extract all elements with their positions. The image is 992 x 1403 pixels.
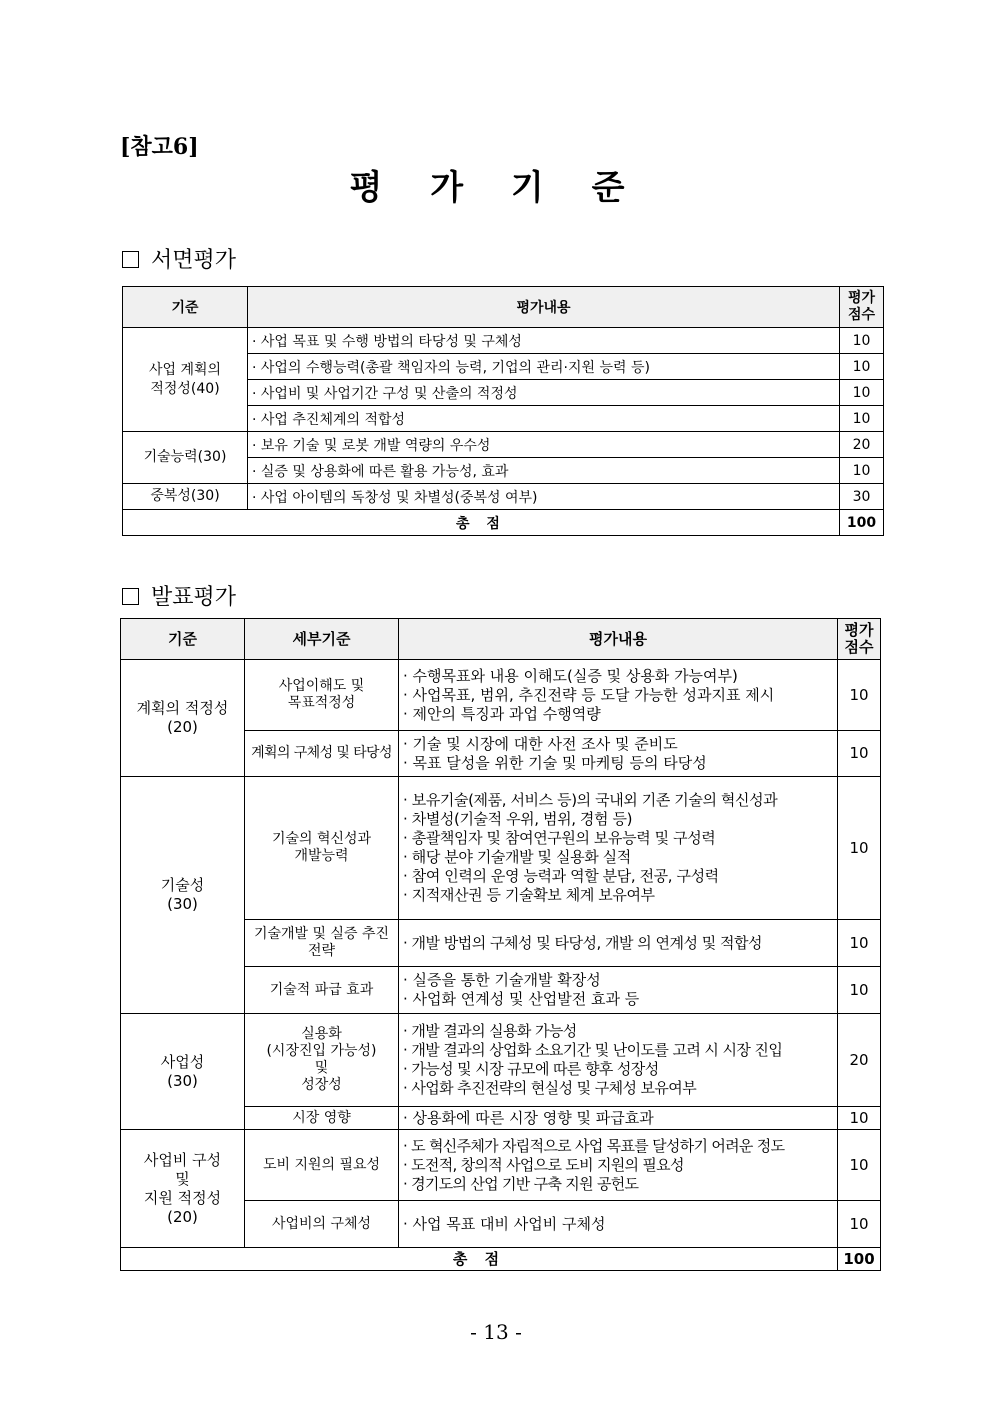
content-line: · 차별성(기술적 우위, 범위, 경험 등) xyxy=(403,810,633,828)
content-line: · 개발 방법의 구체성 및 타당성, 개발 의 연계성 및 적합성 xyxy=(403,933,762,952)
total-score: 100 xyxy=(840,510,884,536)
checkbox-square-icon xyxy=(122,588,139,605)
content-line: · 개발 결과의 실용화 가능성 xyxy=(403,1022,577,1040)
score-cell: 20 xyxy=(840,432,884,458)
score-cell: 10 xyxy=(838,660,881,731)
content-line: · 참여 인력의 운영 능력과 역할 분담, 전공, 구성력 xyxy=(403,867,719,885)
section-written xyxy=(122,243,236,274)
content-line: · 목표 달성을 위한 기술 및 마케팅 등의 타당성 xyxy=(403,753,707,772)
content-line: · 기술 및 시장에 대한 사전 조사 및 준비도 xyxy=(403,734,678,753)
content-line: · 도전적, 창의적 사업으로 도비 지원의 필요성 xyxy=(403,1155,684,1174)
content-line: · 도 혁신주체가 자립적으로 사업 목표를 달성하기 어려운 정도 xyxy=(403,1136,785,1155)
content-line: · 개발 결과의 상업화 소요기간 및 난이도를 고려 시 시장 진입 xyxy=(403,1041,783,1059)
content-cell: · 사업의 수행능력(총괄 책임자의 능력, 기업의 관리·지원 능력 등) xyxy=(248,354,840,380)
criteria-cell: 중복성(30) xyxy=(123,484,248,510)
header-criteria: 기준 xyxy=(123,287,248,328)
sub-criteria-cell: 기술의 혁신성과 개발능력 xyxy=(245,777,399,920)
content-cell: · 보유 기술 및 로봇 개발 역량의 우수성 xyxy=(248,432,840,458)
content-cell xyxy=(399,967,838,1014)
score-cell: 10 xyxy=(838,1201,881,1248)
content-line: · 가능성 및 시장 규모에 따른 향후 성장성 xyxy=(403,1060,659,1078)
written-eval-table xyxy=(122,286,884,536)
content-cell: · 사업 추진체계의 적합성 xyxy=(248,406,840,432)
presentation-eval-table xyxy=(120,618,881,1271)
header-criteria: 기준 xyxy=(121,619,245,660)
total-label: 총 점 xyxy=(121,1248,838,1271)
content-line: · 실증을 통한 기술개발 확장성 xyxy=(403,971,601,989)
reference-label: [참고6] xyxy=(120,134,199,160)
sub-criteria-cell: 사업이해도 및 목표적정성 xyxy=(245,660,399,731)
criteria-cell: 사업성 (30) xyxy=(121,1014,245,1130)
page-number: - 13 - xyxy=(470,1320,522,1344)
content-cell xyxy=(399,1014,838,1107)
sub-criteria-cell: 기술개발 및 실증 추진 전략 xyxy=(245,920,399,967)
score-cell: 10 xyxy=(838,1107,881,1130)
sub-criteria-cell: 계획의 구체성 및 타당성 xyxy=(245,731,399,777)
score-cell: 10 xyxy=(840,458,884,484)
content-line: · 사업화 연계성 및 산업발전 효과 등 xyxy=(403,990,640,1008)
header-score: 평가 점수 xyxy=(840,287,884,328)
content-cell: · 사업비 및 사업기간 구성 및 산출의 적정성 xyxy=(248,380,840,406)
score-cell: 10 xyxy=(840,354,884,380)
content-line: · 경기도의 산업 기반 구축 지원 공헌도 xyxy=(403,1174,639,1193)
content-line: · 수행목표와 내용 이해도(실증 및 상용화 가능여부) xyxy=(403,666,738,685)
criteria-cell: 사업비 구성 및 지원 적정성 (20) xyxy=(121,1130,245,1248)
content-line: · 사업목표, 범위, 추진전략 등 도달 가능한 성과지표 제시 xyxy=(403,685,775,704)
content-line: · 제안의 특징과 과업 수행역량 xyxy=(403,704,601,723)
criteria-cell: 기술성 (30) xyxy=(121,777,245,1014)
sub-criteria-cell: 실용화 (시장진입 가능성) 및 성장성 xyxy=(245,1014,399,1107)
content-cell xyxy=(399,1107,838,1130)
score-cell: 30 xyxy=(840,484,884,510)
total-score: 100 xyxy=(838,1248,881,1271)
score-cell: 10 xyxy=(840,380,884,406)
content-line: · 해당 분야 기술개발 및 실용화 실적 xyxy=(403,848,631,866)
score-cell: 10 xyxy=(838,777,881,920)
content-cell xyxy=(399,1130,838,1201)
sub-criteria-cell: 사업비의 구체성 xyxy=(245,1201,399,1248)
header-content: 평가내용 xyxy=(399,619,838,660)
content-cell: · 사업 아이템의 독창성 및 차별성(중복성 여부) xyxy=(248,484,840,510)
score-cell: 10 xyxy=(840,406,884,432)
criteria-cell: 기술능력(30) xyxy=(123,432,248,484)
sub-criteria-cell: 도비 지원의 필요성 xyxy=(245,1130,399,1201)
content-line: · 총괄책임자 및 참여연구원의 보유능력 및 구성력 xyxy=(403,829,716,847)
total-label: 총 점 xyxy=(123,510,840,536)
content-cell xyxy=(399,731,838,777)
content-cell xyxy=(399,660,838,731)
content-cell: · 실증 및 상용화에 따른 활용 가능성, 효과 xyxy=(248,458,840,484)
section-written-heading: 서면평가 xyxy=(151,248,237,273)
score-cell: 10 xyxy=(838,920,881,967)
content-cell xyxy=(399,777,838,920)
page-title: 평 가 기 준 xyxy=(349,168,643,208)
content-cell xyxy=(399,920,838,967)
score-cell: 10 xyxy=(838,1130,881,1201)
sub-criteria-cell: 기술적 파급 효과 xyxy=(245,967,399,1014)
content-line: · 보유기술(제품, 서비스 등)의 국내외 기존 기술의 혁신성과 xyxy=(403,791,778,809)
header-score: 평가 점수 xyxy=(838,619,881,660)
content-line: · 상용화에 따른 시장 영향 및 파급효과 xyxy=(403,1108,654,1127)
section-presentation xyxy=(122,580,236,611)
content-cell xyxy=(399,1201,838,1248)
criteria-cell: 계획의 적정성 (20) xyxy=(121,660,245,777)
sub-criteria-cell: 시장 영향 xyxy=(245,1107,399,1130)
criteria-cell: 사업 계획의 적정성(40) xyxy=(123,328,248,432)
content-cell: · 사업 목표 및 수행 방법의 타당성 및 구체성 xyxy=(248,328,840,354)
content-line: · 사업 목표 대비 사업비 구체성 xyxy=(403,1214,606,1233)
score-cell: 10 xyxy=(840,328,884,354)
header-sub-criteria: 세부기준 xyxy=(245,619,399,660)
score-cell: 10 xyxy=(838,731,881,777)
content-line: · 사업화 추진전략의 현실성 및 구체성 보유여부 xyxy=(403,1079,697,1097)
score-cell: 20 xyxy=(838,1014,881,1107)
header-content: 평가내용 xyxy=(248,287,840,328)
section-presentation-heading: 발표평가 xyxy=(151,585,237,610)
content-line: · 지적재산권 등 기술확보 체계 보유여부 xyxy=(403,886,655,904)
score-cell: 10 xyxy=(838,967,881,1014)
checkbox-square-icon xyxy=(122,251,139,268)
